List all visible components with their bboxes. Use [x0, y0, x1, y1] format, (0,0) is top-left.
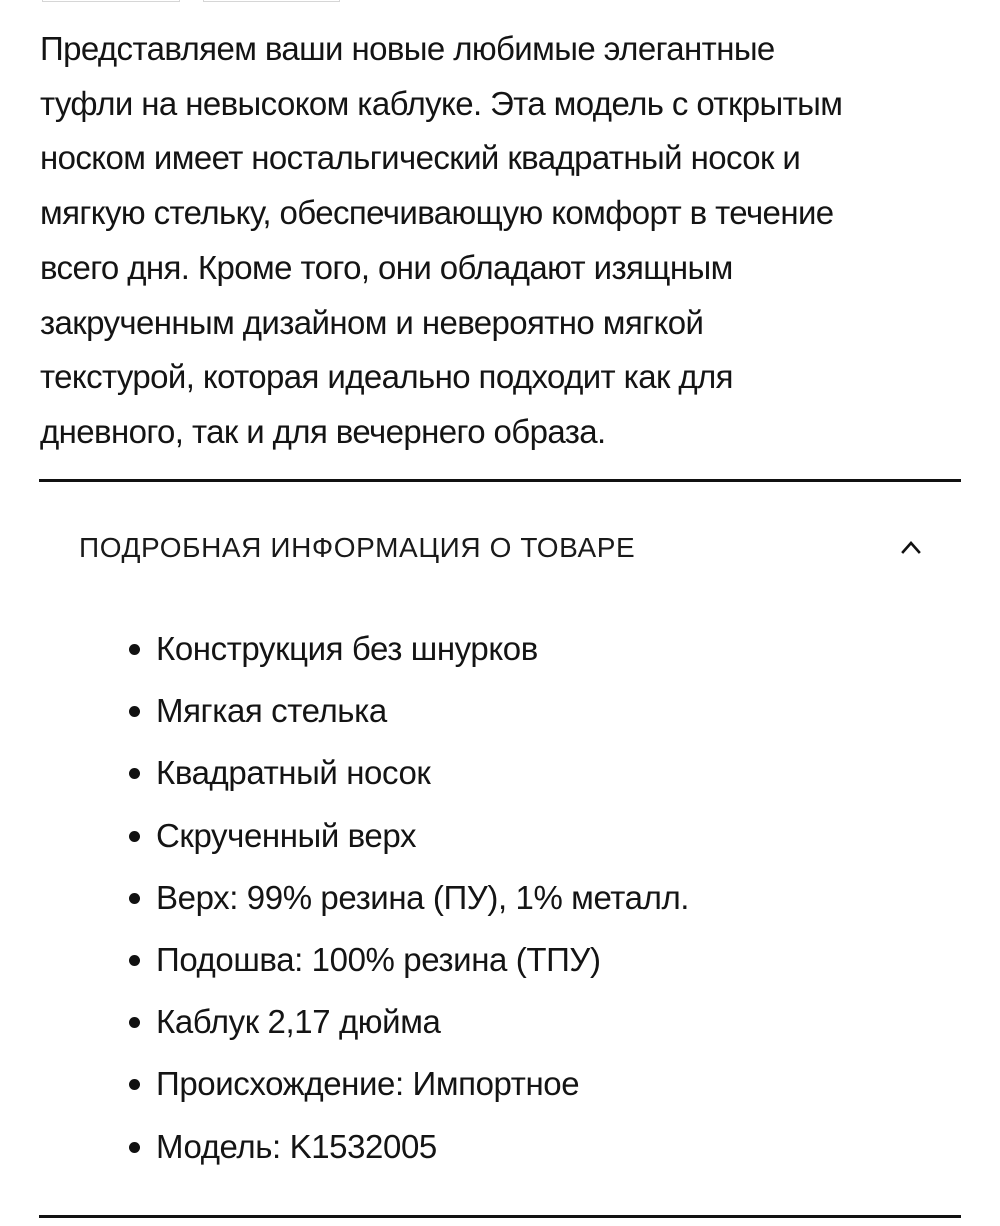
description-line: туфли на невысоком каблуке. Эта модель с открытым [40, 84, 843, 122]
list-item [0, 742, 1000, 804]
option-box-2[interactable] [203, 0, 340, 2]
detail-text: Модель: K1532005 [156, 1127, 437, 1165]
section-divider [39, 479, 961, 482]
list-item [0, 805, 1000, 867]
description-line: дневного, так и для вечернего образа. [40, 412, 606, 450]
detail-text: Каблук 2,17 дюйма [156, 1003, 441, 1041]
detail-text: Мягкая стелька [156, 692, 387, 730]
detail-text: Квадратный носок [156, 754, 431, 792]
detail-text: Скрученный верх [156, 816, 417, 854]
description-line: носком имеет ностальгический квадратный носок и [40, 139, 801, 177]
detail-text: Верх: 99% резина (ПУ), 1% металл. [156, 878, 690, 916]
list-item [0, 618, 1000, 680]
detail-text: Подошва: 100% резина (ТПУ) [156, 940, 601, 978]
list-item [0, 929, 1000, 991]
chevron-up-icon[interactable] [901, 540, 921, 554]
bullet-icon [129, 1142, 140, 1153]
bullet-icon [129, 706, 140, 717]
option-box-1[interactable] [42, 0, 180, 2]
list-item [0, 1116, 1000, 1178]
section-divider [39, 1215, 961, 1218]
bullet-icon [129, 831, 140, 842]
product-details-accordion-toggle[interactable] [39, 510, 961, 590]
description-line: текстурой, которая идеально подходит как для [40, 358, 733, 396]
bullet-icon [129, 768, 140, 779]
list-item [0, 867, 1000, 929]
product-description [40, 22, 970, 460]
description-line: мягкую стельку, обеспечивающую комфорт в течение [40, 194, 834, 232]
bullet-icon [129, 1079, 140, 1090]
bullet-icon [129, 893, 140, 904]
detail-text: Конструкция без шнурков [156, 630, 538, 667]
bullet-icon [129, 644, 140, 655]
description-line: всего дня. Кроме того, они обладают изящным [40, 248, 733, 286]
accordion-title: ПОДРОБНАЯ ИНФОРМАЦИЯ О ТОВАРЕ [79, 532, 636, 563]
bullet-icon [129, 955, 140, 966]
list-item [0, 1053, 1000, 1115]
list-item [0, 680, 1000, 742]
option-boxes [0, 0, 1000, 4]
product-details-list [0, 618, 1000, 1178]
bullet-icon [129, 1017, 140, 1028]
list-item [0, 991, 1000, 1053]
detail-text: Происхождение: Импортное [156, 1065, 580, 1103]
description-line: закрученным дизайном и невероятно мягкой [40, 303, 704, 341]
description-line: Представляем ваши новые любимые элегантные [40, 30, 775, 67]
